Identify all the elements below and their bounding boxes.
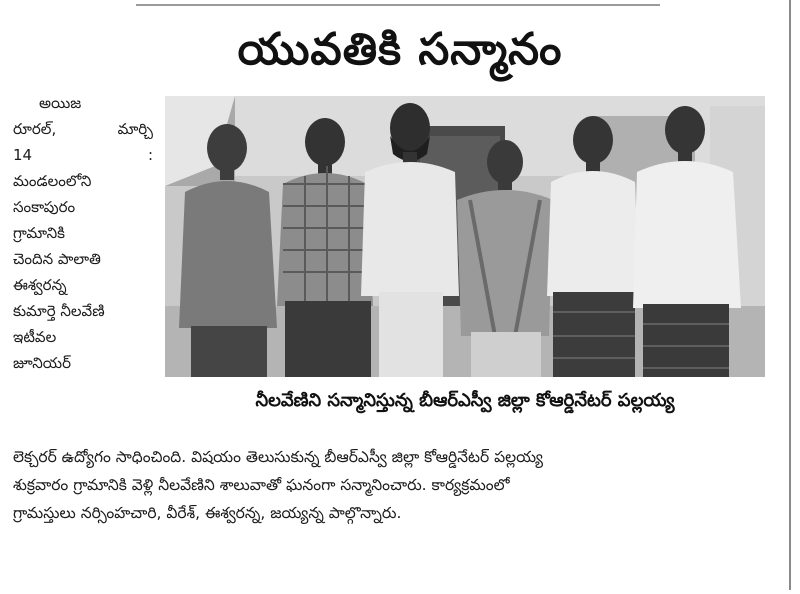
photo-caption: నీలవేణిని సన్మానిస్తున్న బీఆర్ఎస్వీ జిల్లా కోఆర్డినేటర్ పల్లయ్య [255,390,675,411]
side-line: చెందిన పాలాతి [13,250,101,268]
side-line: కుమార్తె నీలవేణి [13,302,105,320]
side-line: ఇటీవల [13,328,57,346]
side-line: జూనియర్ [13,354,71,372]
side-line: మండలంలోని [13,172,92,190]
body-line: శుక్రవారం గ్రామానికి వెళ్లి నీలవేణిని శాలువాతో ఘనంగా సన్మానించారు. కార్యక్రమంలో [13,476,510,494]
dateline-word: రూరల్, [13,120,57,138]
dateline-month: మార్చి [117,120,153,138]
side-column-text [13,90,153,376]
side-line: గ్రామానికి [13,224,65,242]
dateline-day: 14 [13,146,33,164]
top-divider-rule [136,4,660,6]
dateline-row [13,116,153,142]
headline: యువతికి సన్మానం [237,24,563,75]
side-line: ఈశ్వరన్న [13,276,67,294]
dateline-place: అయిజ [39,94,82,112]
dateline-day-row [13,142,153,168]
column-border-rule [789,0,791,590]
side-line: సంకాపురం [13,198,76,216]
body-line: లెక్చరర్ ఉద్యోగం సాధించింది. విషయం తెలుసుకున్న బీఆర్ఎస్వీ జిల్లా కోఆర్డినేటర్ పల్లయ్య [13,448,543,466]
article-body [13,443,783,527]
news-photo [165,96,765,377]
body-line: గ్రామస్తులు నర్సింహచారి, వీరేశ్, ఈశ్వరన్న, జయ్యన్న పాల్గొన్నారు. [13,504,402,522]
dateline-colon: : [147,146,153,164]
